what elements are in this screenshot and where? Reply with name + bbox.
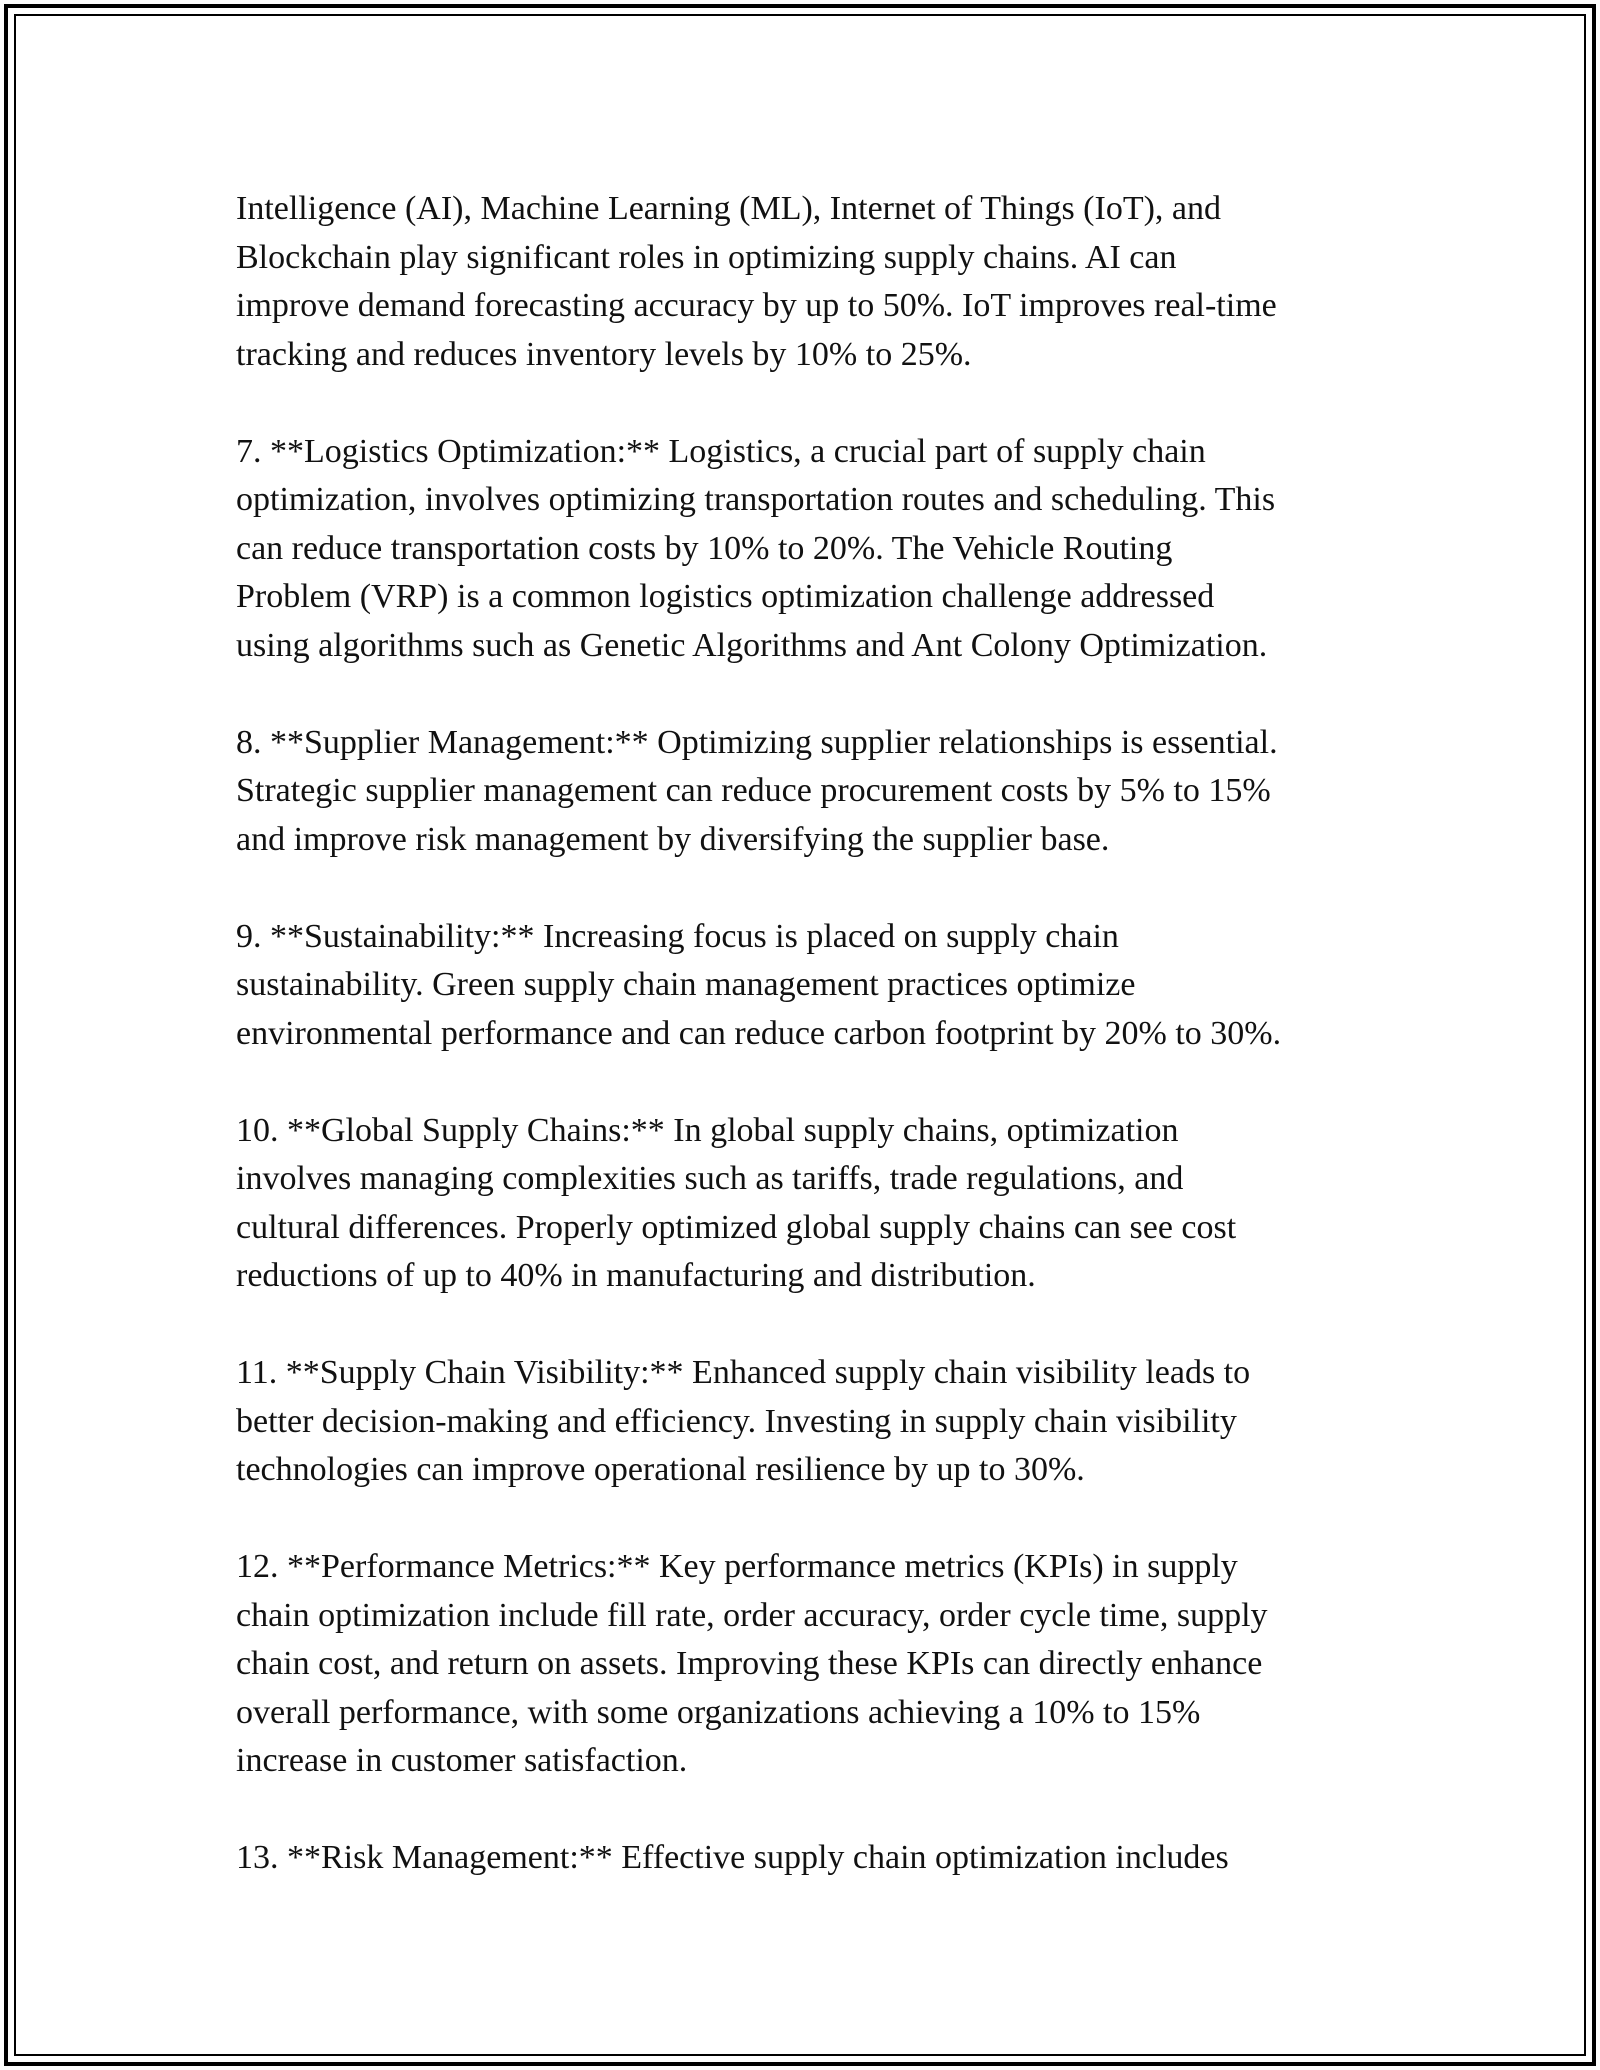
text-line: 8. **Supplier Management:** Optimizing supplier relationships is essential. <box>236 723 1278 761</box>
text-line: tracking and reduces inventory levels by 10% to 25%. <box>236 335 972 373</box>
text-line: 13. **Risk Management:** Effective supply chain optimization includes <box>236 1839 1229 1876</box>
text-line: involves managing complexities such as tariffs, trade regulations, and <box>236 1160 1184 1197</box>
paragraph-sustainability <box>236 913 1386 1059</box>
document-body <box>236 185 1386 1883</box>
text-line: using algorithms such as Genetic Algorithms and Ant Colony Optimization. <box>236 626 1268 664</box>
text-line: Intelligence (AI), Machine Learning (ML), Internet of Things (IoT), and <box>236 190 1222 227</box>
text-line: 10. **Global Supply Chains:** In global supply chains, optimization <box>236 1111 1179 1149</box>
text-line: 12. **Performance Metrics:** Key performance metrics (KPIs) in supply <box>236 1548 1238 1585</box>
text-line: Problem (VRP) is a common logistics optimization challenge addressed <box>236 578 1215 615</box>
text-line: Blockchain play significant roles in optimizing supply chains. AI can <box>236 238 1177 276</box>
text-line: cultural differences. Properly optimized global supply chains can see cost <box>236 1208 1237 1246</box>
paragraph-supplier-management <box>236 719 1386 865</box>
paragraph-risk-management <box>236 1834 1386 1883</box>
text-line: sustainability. Green supply chain management practices optimize <box>236 966 1136 1003</box>
paragraph-ai-ml-iot-intro <box>236 185 1386 379</box>
paragraph-logistics-optimization <box>236 428 1386 671</box>
text-line: 11. **Supply Chain Visibility:** Enhanced supply chain visibility leads to <box>236 1354 1251 1391</box>
text-line: chain optimization include fill rate, order accuracy, order cycle time, supply <box>236 1596 1268 1634</box>
text-line: increase in customer satisfaction. <box>236 1742 688 1779</box>
paragraph-performance-metrics <box>236 1543 1386 1786</box>
text-line: Strategic supplier management can reduce procurement costs by 5% to 15% <box>236 772 1271 809</box>
text-line: overall performance, with some organizations achieving a 10% to 15% <box>236 1693 1201 1731</box>
text-line: 7. **Logistics Optimization:** Logistics, a crucial part of supply chain <box>236 432 1206 470</box>
text-line: chain cost, and return on assets. Improving these KPIs can directly enhance <box>236 1645 1263 1682</box>
paragraph-global-supply-chains <box>236 1107 1386 1301</box>
text-line: environmental performance and can reduce carbon footprint by 20% to 30%. <box>236 1014 1282 1052</box>
text-line: reductions of up to 40% in manufacturing and distribution. <box>236 1257 1036 1294</box>
text-line: 9. **Sustainability:** Increasing focus is placed on supply chain <box>236 917 1119 955</box>
text-line: technologies can improve operational resilience by up to 30%. <box>236 1451 1085 1488</box>
text-line: optimization, involves optimizing transportation routes and scheduling. This <box>236 481 1276 518</box>
text-line: better decision-making and efficiency. Investing in supply chain visibility <box>236 1402 1237 1440</box>
text-line: improve demand forecasting accuracy by up to 50%. IoT improves real-time <box>236 287 1277 324</box>
text-line: and improve risk management by diversifying the supplier base. <box>236 820 1110 858</box>
paragraph-supply-chain-visibility <box>236 1349 1386 1495</box>
text-line: can reduce transportation costs by 10% to 20%. The Vehicle Routing <box>236 529 1173 567</box>
